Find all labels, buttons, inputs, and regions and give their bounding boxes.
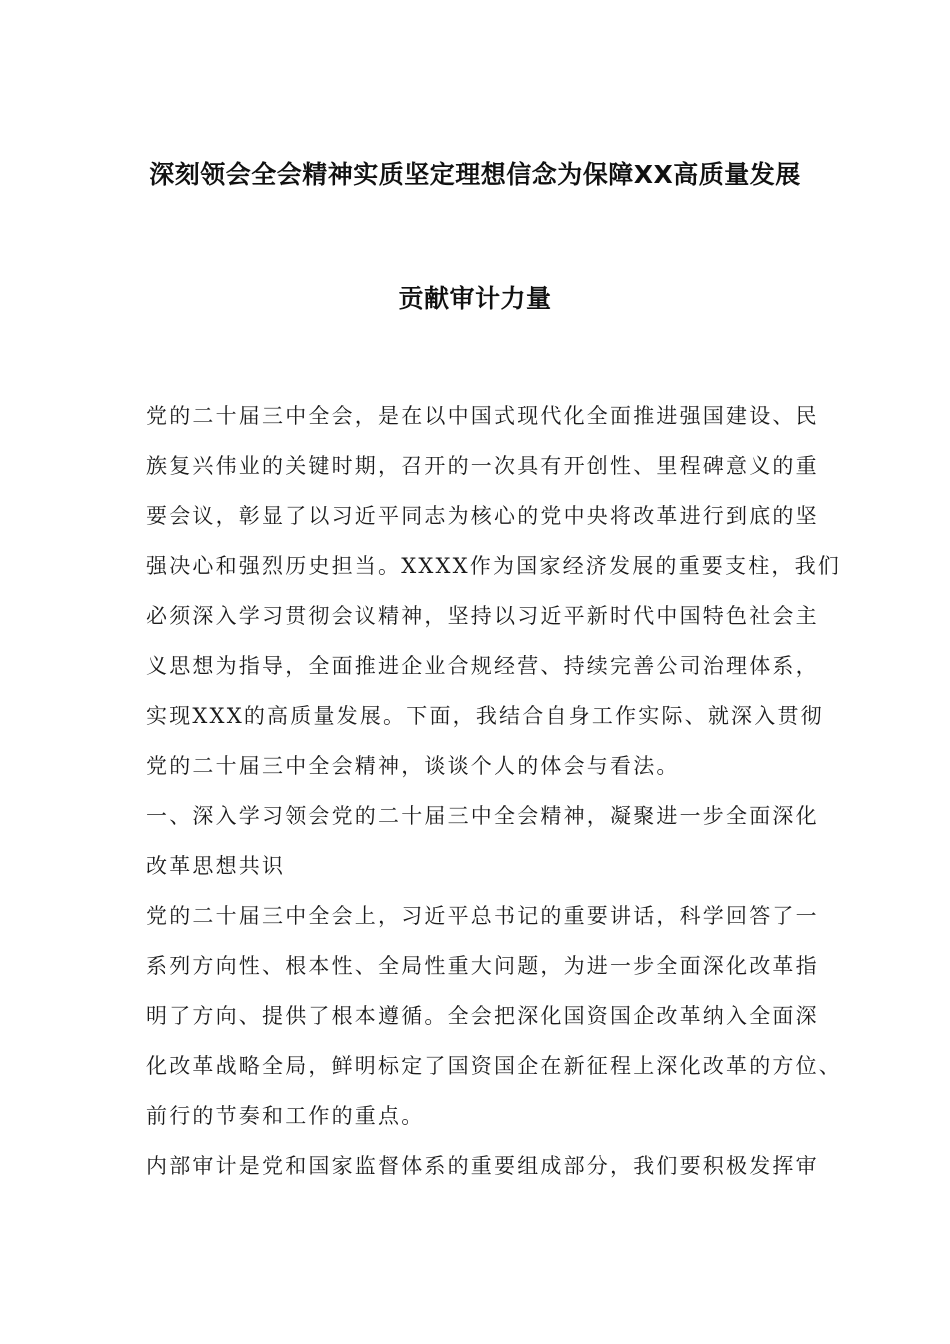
body-line: 族复兴伟业的关键时期，召开的一次具有开创性、里程碑意义的重 (146, 454, 819, 478)
document-title-line-2: 贡献审计力量 (398, 284, 552, 313)
body-line: 前行的节奏和工作的重点。 (146, 1104, 425, 1128)
body-line: 要会议，彰显了以习近平同志为核心的党中央将改革进行到底的坚 (146, 504, 819, 528)
body-line: 实现XXX的高质量发展。下面，我结合自身工作实际、就深入贯彻 (146, 704, 824, 728)
section-heading-line: 一、深入学习领会党的二十届三中全会精神，凝聚进一步全面深化 (146, 804, 819, 828)
body-line: 化改革战略全局，鲜明标定了国资国企在新征程上深化改革的方位、 (146, 1054, 842, 1078)
body-line: 党的二十届三中全会上，习近平总书记的重要讲话，科学回答了一 (146, 904, 819, 928)
section-heading-line: 改革思想共识 (146, 854, 286, 878)
document-body (146, 396, 842, 1196)
body-line: 系列方向性、根本性、全局性重大问题，为进一步全面深化改革指 (146, 954, 819, 978)
body-line: 党的二十届三中全会，是在以中国式现代化全面推进强国建设、民 (146, 404, 819, 428)
body-line: 必须深入学习贯彻会议精神，坚持以习近平新时代中国特色社会主 (146, 604, 819, 628)
body-line: 明了方向、提供了根本遵循。全会把深化国资国企改革纳入全面深 (146, 1004, 819, 1028)
body-line: 强决心和强烈历史担当。XXXX作为国家经济发展的重要支柱，我们 (146, 554, 841, 578)
body-line: 党的二十届三中全会精神，谈谈个人的体会与看法。 (146, 754, 680, 778)
document-title-line-1: 深刻领会全会精神实质坚定理想信念为保障XX高质量发展 (149, 160, 801, 189)
body-line: 义思想为指导，全面推进企业合规经营、持续完善公司治理体系， (146, 654, 819, 678)
body-line: 内部审计是党和国家监督体系的重要组成部分，我们要积极发挥审 (146, 1154, 819, 1178)
